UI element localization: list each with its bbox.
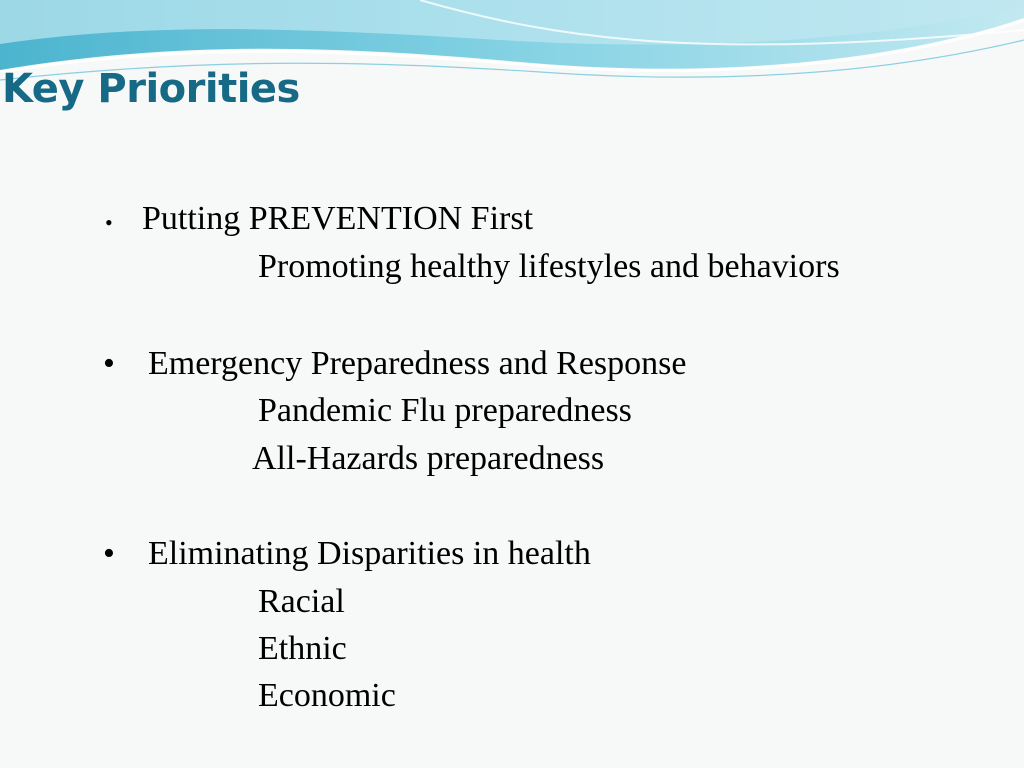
bullet-heading-disparities: Eliminating Disparities in health: [148, 535, 591, 572]
slide-title: Key Priorities: [2, 66, 300, 112]
sub-item-healthy-lifestyles: Promoting healthy lifestyles and behaviors: [258, 248, 840, 285]
bullet-marker: •: [103, 535, 115, 572]
bullet-heading-emergency: Emergency Preparedness and Response: [148, 345, 687, 382]
bullet-heading-prevention: Putting PREVENTION First: [142, 200, 534, 237]
bullet-marker: •: [105, 210, 113, 235]
sub-item-pandemic-flu: Pandemic Flu preparedness: [258, 392, 632, 429]
sub-item-all-hazards: All-Hazards preparedness: [252, 440, 605, 477]
bullet-marker: •: [103, 345, 115, 382]
sub-item-racial: Racial: [258, 583, 345, 620]
sub-item-ethnic: Ethnic: [258, 630, 347, 667]
sub-item-economic: Economic: [258, 677, 396, 714]
